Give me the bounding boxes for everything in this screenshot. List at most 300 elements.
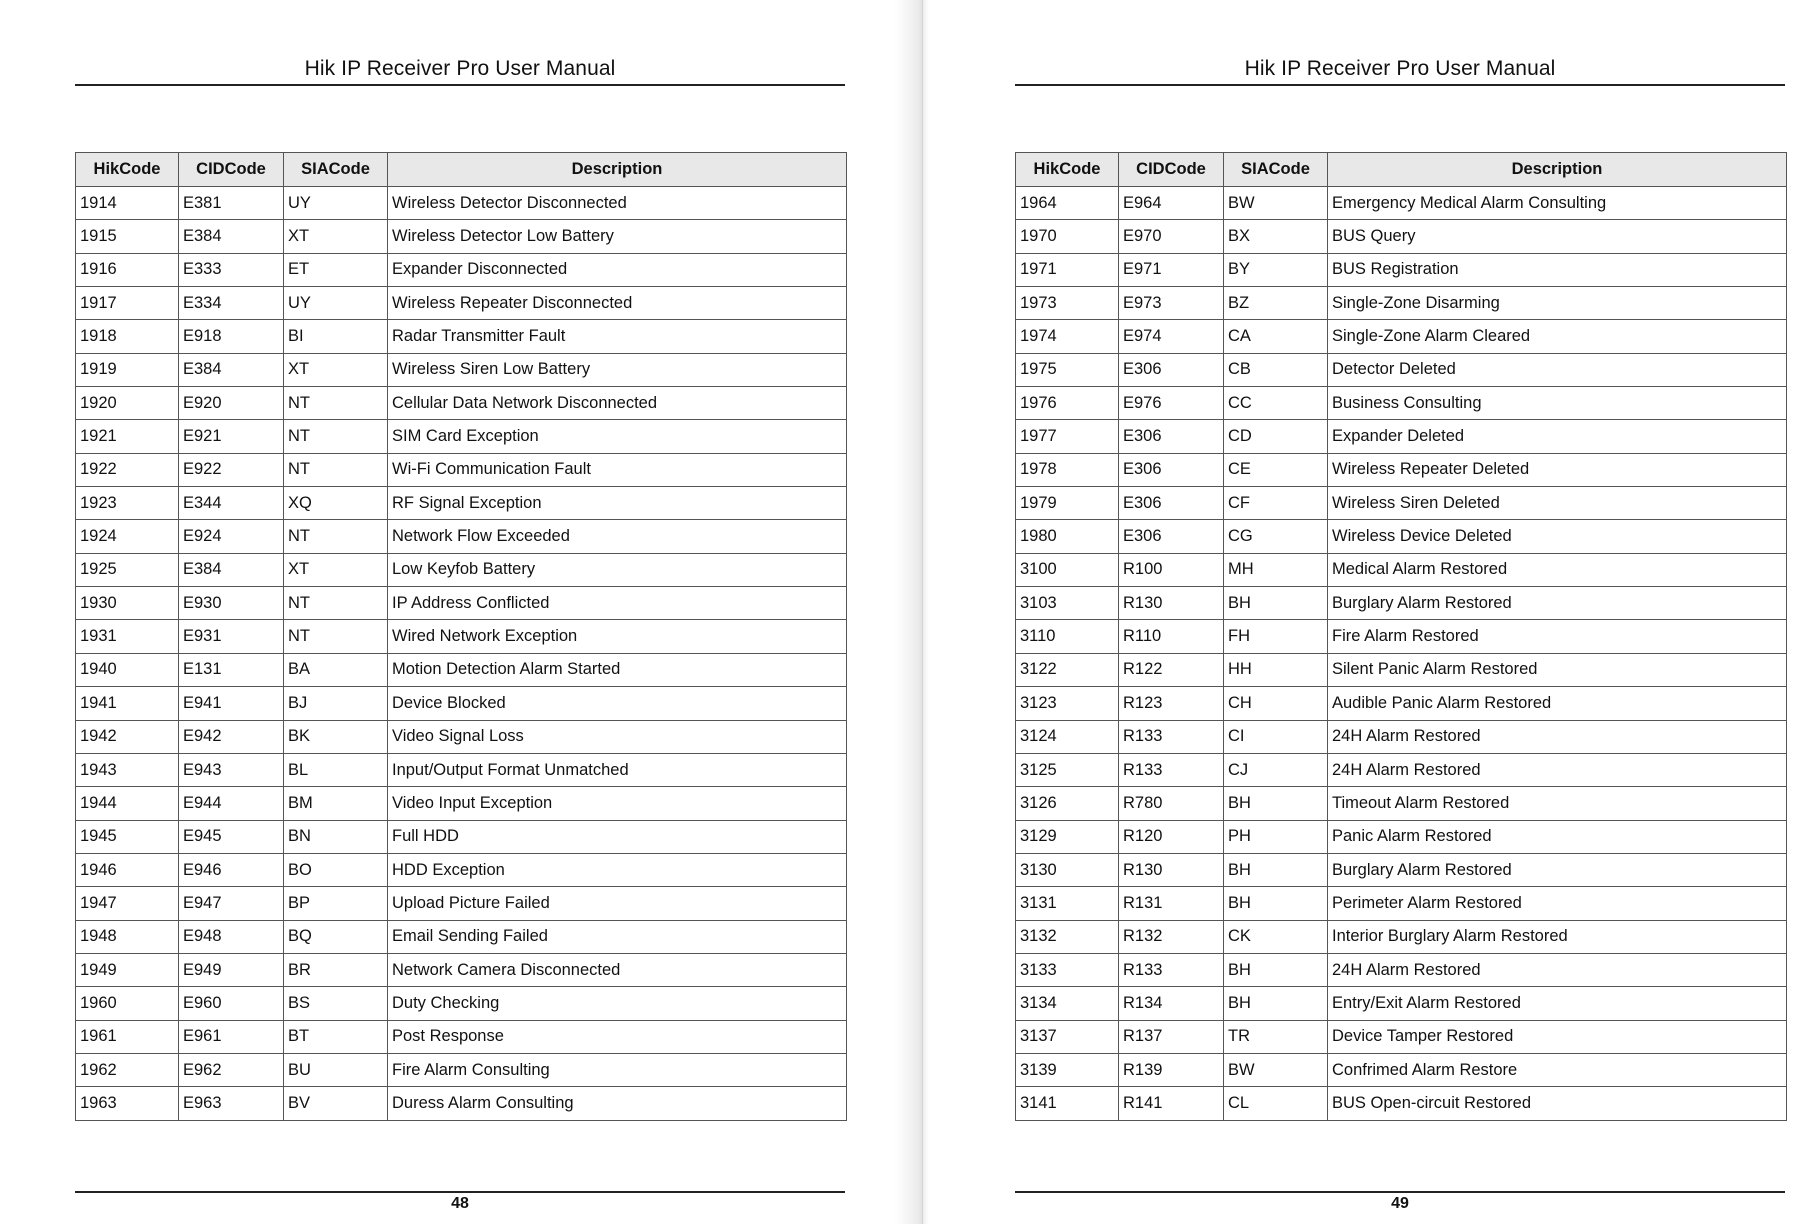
- table-row: [76, 220, 847, 253]
- siacode-cell: ET: [284, 253, 388, 286]
- page-edge-shadow: [923, 0, 929, 1224]
- description-cell: Wireless Repeater Deleted: [1328, 453, 1787, 486]
- hikcode-cell: 1922: [76, 453, 179, 486]
- siacode-cell: CG: [1224, 520, 1328, 553]
- siacode-cell: BL: [284, 753, 388, 786]
- header-rule: [75, 84, 845, 86]
- table-row: [76, 520, 847, 553]
- cidcode-cell: R141: [1119, 1087, 1224, 1120]
- siacode-cell: NT: [284, 520, 388, 553]
- description-cell: Fire Alarm Consulting: [388, 1053, 847, 1086]
- cidcode-cell: E920: [179, 387, 284, 420]
- column-header-hikcode: HikCode: [1016, 153, 1119, 187]
- table-row: [76, 787, 847, 820]
- siacode-cell: BV: [284, 1087, 388, 1120]
- siacode-cell: BI: [284, 320, 388, 353]
- column-header-siacode: SIACode: [1224, 153, 1328, 187]
- siacode-cell: BZ: [1224, 287, 1328, 320]
- cidcode-cell: E384: [179, 353, 284, 386]
- siacode-cell: CB: [1224, 353, 1328, 386]
- table-row: [1016, 920, 1787, 953]
- hikcode-cell: 3123: [1016, 687, 1119, 720]
- siacode-cell: BH: [1224, 853, 1328, 886]
- description-cell: Device Tamper Restored: [1328, 1020, 1787, 1053]
- siacode-cell: BW: [1224, 187, 1328, 220]
- hikcode-cell: 3103: [1016, 587, 1119, 620]
- page-header-title: Hik IP Receiver Pro User Manual: [1244, 57, 1556, 80]
- siacode-cell: BK: [284, 720, 388, 753]
- table-row: [1016, 587, 1787, 620]
- hikcode-cell: 1921: [76, 420, 179, 453]
- siacode-cell: NT: [284, 387, 388, 420]
- table-row: [76, 687, 847, 720]
- hikcode-cell: 1944: [76, 787, 179, 820]
- table-row: [1016, 387, 1787, 420]
- siacode-cell: BP: [284, 887, 388, 920]
- hikcode-cell: 1949: [76, 953, 179, 986]
- cidcode-cell: E963: [179, 1087, 284, 1120]
- siacode-cell: BH: [1224, 787, 1328, 820]
- cidcode-cell: E949: [179, 953, 284, 986]
- cidcode-cell: E930: [179, 587, 284, 620]
- siacode-cell: XT: [284, 553, 388, 586]
- hikcode-cell: 1978: [1016, 453, 1119, 486]
- cidcode-cell: R139: [1119, 1053, 1224, 1086]
- description-cell: Upload Picture Failed: [388, 887, 847, 920]
- description-cell: Entry/Exit Alarm Restored: [1328, 987, 1787, 1020]
- cidcode-cell: R130: [1119, 853, 1224, 886]
- table-row: [1016, 720, 1787, 753]
- hikcode-cell: 1920: [76, 387, 179, 420]
- siacode-cell: XQ: [284, 487, 388, 520]
- siacode-cell: BT: [284, 1020, 388, 1053]
- siacode-cell: UY: [284, 187, 388, 220]
- hikcode-cell: 3122: [1016, 653, 1119, 686]
- table-row: [76, 487, 847, 520]
- hikcode-cell: 1924: [76, 520, 179, 553]
- siacode-cell: XT: [284, 353, 388, 386]
- hikcode-cell: 3125: [1016, 753, 1119, 786]
- siacode-cell: CI: [1224, 720, 1328, 753]
- table-row: [76, 553, 847, 586]
- siacode-cell: XT: [284, 220, 388, 253]
- siacode-cell: CD: [1224, 420, 1328, 453]
- column-header-description: Description: [388, 153, 847, 187]
- table-row: [76, 287, 847, 320]
- cidcode-cell: E971: [1119, 253, 1224, 286]
- siacode-cell: NT: [284, 453, 388, 486]
- hikcode-cell: 3141: [1016, 1087, 1119, 1120]
- siacode-cell: BN: [284, 820, 388, 853]
- description-cell: Wireless Device Deleted: [1328, 520, 1787, 553]
- cidcode-cell: R133: [1119, 720, 1224, 753]
- hikcode-cell: 3137: [1016, 1020, 1119, 1053]
- description-cell: SIM Card Exception: [388, 420, 847, 453]
- table-row: [1016, 620, 1787, 653]
- siacode-cell: BY: [1224, 253, 1328, 286]
- siacode-cell: CF: [1224, 487, 1328, 520]
- description-cell: Low Keyfob Battery: [388, 553, 847, 586]
- description-cell: Silent Panic Alarm Restored: [1328, 653, 1787, 686]
- table-row: [76, 320, 847, 353]
- hikcode-cell: 1919: [76, 353, 179, 386]
- cidcode-cell: E333: [179, 253, 284, 286]
- hikcode-cell: 3124: [1016, 720, 1119, 753]
- hikcode-cell: 3129: [1016, 820, 1119, 853]
- description-cell: 24H Alarm Restored: [1328, 753, 1787, 786]
- table-row: [76, 387, 847, 420]
- siacode-cell: BH: [1224, 587, 1328, 620]
- cidcode-cell: E922: [179, 453, 284, 486]
- description-cell: Confrimed Alarm Restore: [1328, 1053, 1787, 1086]
- hikcode-cell: 3100: [1016, 553, 1119, 586]
- table-row: [76, 953, 847, 986]
- description-cell: Timeout Alarm Restored: [1328, 787, 1787, 820]
- hikcode-cell: 1943: [76, 753, 179, 786]
- hikcode-cell: 1974: [1016, 320, 1119, 353]
- hikcode-cell: 1946: [76, 853, 179, 886]
- page-header-title: Hik IP Receiver Pro User Manual: [304, 57, 616, 80]
- hikcode-cell: 1941: [76, 687, 179, 720]
- siacode-cell: BW: [1224, 1053, 1328, 1086]
- hikcode-cell: 1915: [76, 220, 179, 253]
- description-cell: Single-Zone Disarming: [1328, 287, 1787, 320]
- header-rule: [1015, 84, 1785, 86]
- hikcode-cell: 1977: [1016, 420, 1119, 453]
- table-row: [1016, 687, 1787, 720]
- description-cell: Post Response: [388, 1020, 847, 1053]
- table-row: [76, 887, 847, 920]
- table-row: [76, 1020, 847, 1053]
- table-row: [1016, 853, 1787, 886]
- hikcode-cell: 1976: [1016, 387, 1119, 420]
- siacode-cell: PH: [1224, 820, 1328, 853]
- table-row: [76, 1053, 847, 1086]
- hikcode-cell: 1918: [76, 320, 179, 353]
- cidcode-cell: R137: [1119, 1020, 1224, 1053]
- description-cell: 24H Alarm Restored: [1328, 720, 1787, 753]
- cidcode-cell: E974: [1119, 320, 1224, 353]
- cidcode-cell: E946: [179, 853, 284, 886]
- page-gutter-shadow: [895, 0, 922, 1224]
- description-cell: Wireless Detector Disconnected: [388, 187, 847, 220]
- description-cell: BUS Open-circuit Restored: [1328, 1087, 1787, 1120]
- table-row: [1016, 820, 1787, 853]
- description-cell: Cellular Data Network Disconnected: [388, 387, 847, 420]
- description-cell: Device Blocked: [388, 687, 847, 720]
- hikcode-cell: 3134: [1016, 987, 1119, 1020]
- hikcode-cell: 1917: [76, 287, 179, 320]
- description-cell: Burglary Alarm Restored: [1328, 853, 1787, 886]
- hikcode-cell: 1945: [76, 820, 179, 853]
- hikcode-cell: 3110: [1016, 620, 1119, 653]
- hikcode-cell: 1979: [1016, 487, 1119, 520]
- description-cell: Panic Alarm Restored: [1328, 820, 1787, 853]
- page-number: 48: [451, 1195, 469, 1212]
- cidcode-cell: R134: [1119, 987, 1224, 1020]
- cidcode-cell: R120: [1119, 820, 1224, 853]
- description-cell: Wired Network Exception: [388, 620, 847, 653]
- table-row: [1016, 787, 1787, 820]
- siacode-cell: BJ: [284, 687, 388, 720]
- table-row: [76, 987, 847, 1020]
- description-cell: Medical Alarm Restored: [1328, 553, 1787, 586]
- hikcode-cell: 1916: [76, 253, 179, 286]
- siacode-cell: BH: [1224, 887, 1328, 920]
- hikcode-cell: 1942: [76, 720, 179, 753]
- table-header-row: [1016, 153, 1787, 187]
- siacode-cell: BQ: [284, 920, 388, 953]
- cidcode-cell: R100: [1119, 553, 1224, 586]
- hikcode-cell: 1925: [76, 553, 179, 586]
- cidcode-cell: E921: [179, 420, 284, 453]
- description-cell: Video Signal Loss: [388, 720, 847, 753]
- hikcode-cell: 1964: [1016, 187, 1119, 220]
- description-cell: Full HDD: [388, 820, 847, 853]
- description-cell: Detector Deleted: [1328, 353, 1787, 386]
- siacode-cell: FH: [1224, 620, 1328, 653]
- description-cell: Single-Zone Alarm Cleared: [1328, 320, 1787, 353]
- table-row: [1016, 453, 1787, 486]
- table-row: [1016, 1020, 1787, 1053]
- description-cell: Wireless Siren Low Battery: [388, 353, 847, 386]
- column-header-siacode: SIACode: [284, 153, 388, 187]
- cidcode-cell: R780: [1119, 787, 1224, 820]
- table-row: [1016, 520, 1787, 553]
- table-row: [76, 720, 847, 753]
- table-row: [76, 453, 847, 486]
- cidcode-cell: E931: [179, 620, 284, 653]
- description-cell: HDD Exception: [388, 853, 847, 886]
- siacode-cell: BM: [284, 787, 388, 820]
- siacode-cell: CL: [1224, 1087, 1328, 1120]
- cidcode-cell: R122: [1119, 653, 1224, 686]
- description-cell: BUS Registration: [1328, 253, 1787, 286]
- description-cell: Fire Alarm Restored: [1328, 620, 1787, 653]
- siacode-cell: BA: [284, 653, 388, 686]
- cidcode-cell: E964: [1119, 187, 1224, 220]
- hikcode-cell: 3130: [1016, 853, 1119, 886]
- cidcode-cell: E306: [1119, 353, 1224, 386]
- column-header-description: Description: [1328, 153, 1787, 187]
- description-cell: Radar Transmitter Fault: [388, 320, 847, 353]
- cidcode-cell: R110: [1119, 620, 1224, 653]
- column-header-cidcode: CIDCode: [1119, 153, 1224, 187]
- table-row: [1016, 487, 1787, 520]
- siacode-cell: HH: [1224, 653, 1328, 686]
- hikcode-cell: 1971: [1016, 253, 1119, 286]
- alarm-code-table: [1015, 152, 1787, 1121]
- siacode-cell: BX: [1224, 220, 1328, 253]
- hikcode-cell: 1970: [1016, 220, 1119, 253]
- hikcode-cell: 3139: [1016, 1053, 1119, 1086]
- table-row: [1016, 653, 1787, 686]
- table-row: [1016, 320, 1787, 353]
- cidcode-cell: E306: [1119, 520, 1224, 553]
- hikcode-cell: 1975: [1016, 353, 1119, 386]
- cidcode-cell: R123: [1119, 687, 1224, 720]
- cidcode-cell: R131: [1119, 887, 1224, 920]
- hikcode-cell: 1914: [76, 187, 179, 220]
- siacode-cell: NT: [284, 587, 388, 620]
- hikcode-cell: 1961: [76, 1020, 179, 1053]
- cidcode-cell: E961: [179, 1020, 284, 1053]
- cidcode-cell: E944: [179, 787, 284, 820]
- cidcode-cell: E942: [179, 720, 284, 753]
- cidcode-cell: R130: [1119, 587, 1224, 620]
- siacode-cell: CH: [1224, 687, 1328, 720]
- table-row: [1016, 187, 1787, 220]
- cidcode-cell: E384: [179, 220, 284, 253]
- siacode-cell: MH: [1224, 553, 1328, 586]
- description-cell: Expander Deleted: [1328, 420, 1787, 453]
- table-row: [76, 853, 847, 886]
- hikcode-cell: 1947: [76, 887, 179, 920]
- description-cell: Duress Alarm Consulting: [388, 1087, 847, 1120]
- hikcode-cell: 1980: [1016, 520, 1119, 553]
- table-row: [1016, 553, 1787, 586]
- table-row: [76, 653, 847, 686]
- hikcode-cell: 1962: [76, 1053, 179, 1086]
- siacode-cell: BH: [1224, 987, 1328, 1020]
- table-row: [1016, 220, 1787, 253]
- table-row: [1016, 753, 1787, 786]
- footer-rule: [75, 1191, 845, 1193]
- table-row: [1016, 253, 1787, 286]
- page-number: 49: [1391, 1195, 1409, 1212]
- description-cell: Motion Detection Alarm Started: [388, 653, 847, 686]
- table-row: [1016, 1053, 1787, 1086]
- table-row: [1016, 420, 1787, 453]
- table-row: [76, 620, 847, 653]
- hikcode-cell: 1963: [76, 1087, 179, 1120]
- page-49: [923, 0, 1816, 1224]
- cidcode-cell: E962: [179, 1053, 284, 1086]
- hikcode-cell: 3131: [1016, 887, 1119, 920]
- hikcode-cell: 1931: [76, 620, 179, 653]
- table-row: [76, 187, 847, 220]
- siacode-cell: CJ: [1224, 753, 1328, 786]
- hikcode-cell: 3132: [1016, 920, 1119, 953]
- siacode-cell: BO: [284, 853, 388, 886]
- cidcode-cell: E131: [179, 653, 284, 686]
- description-cell: Audible Panic Alarm Restored: [1328, 687, 1787, 720]
- cidcode-cell: E334: [179, 287, 284, 320]
- siacode-cell: CK: [1224, 920, 1328, 953]
- cidcode-cell: E918: [179, 320, 284, 353]
- hikcode-cell: 1923: [76, 487, 179, 520]
- description-cell: Network Flow Exceeded: [388, 520, 847, 553]
- hikcode-cell: 3126: [1016, 787, 1119, 820]
- description-cell: Input/Output Format Unmatched: [388, 753, 847, 786]
- siacode-cell: TR: [1224, 1020, 1328, 1053]
- cidcode-cell: E943: [179, 753, 284, 786]
- table-row: [1016, 1087, 1787, 1120]
- siacode-cell: BU: [284, 1053, 388, 1086]
- cidcode-cell: R132: [1119, 920, 1224, 953]
- cidcode-cell: E344: [179, 487, 284, 520]
- siacode-cell: NT: [284, 420, 388, 453]
- column-header-hikcode: HikCode: [76, 153, 179, 187]
- table-row: [76, 420, 847, 453]
- description-cell: Wireless Siren Deleted: [1328, 487, 1787, 520]
- hikcode-cell: 1948: [76, 920, 179, 953]
- cidcode-cell: E306: [1119, 420, 1224, 453]
- cidcode-cell: E924: [179, 520, 284, 553]
- cidcode-cell: E947: [179, 887, 284, 920]
- description-cell: BUS Query: [1328, 220, 1787, 253]
- table-row: [1016, 287, 1787, 320]
- table-row: [1016, 353, 1787, 386]
- table-row: [76, 920, 847, 953]
- description-cell: Wi-Fi Communication Fault: [388, 453, 847, 486]
- hikcode-cell: 3133: [1016, 953, 1119, 986]
- description-cell: Burglary Alarm Restored: [1328, 587, 1787, 620]
- column-header-cidcode: CIDCode: [179, 153, 284, 187]
- description-cell: Video Input Exception: [388, 787, 847, 820]
- description-cell: RF Signal Exception: [388, 487, 847, 520]
- hikcode-cell: 1973: [1016, 287, 1119, 320]
- table-row: [76, 587, 847, 620]
- siacode-cell: UY: [284, 287, 388, 320]
- cidcode-cell: E948: [179, 920, 284, 953]
- cidcode-cell: E976: [1119, 387, 1224, 420]
- description-cell: IP Address Conflicted: [388, 587, 847, 620]
- hikcode-cell: 1960: [76, 987, 179, 1020]
- siacode-cell: BR: [284, 953, 388, 986]
- table-row: [1016, 987, 1787, 1020]
- description-cell: Email Sending Failed: [388, 920, 847, 953]
- description-cell: Perimeter Alarm Restored: [1328, 887, 1787, 920]
- cidcode-cell: E970: [1119, 220, 1224, 253]
- table-row: [76, 253, 847, 286]
- description-cell: 24H Alarm Restored: [1328, 953, 1787, 986]
- siacode-cell: CC: [1224, 387, 1328, 420]
- cidcode-cell: E384: [179, 553, 284, 586]
- table-row: [1016, 887, 1787, 920]
- cidcode-cell: R133: [1119, 953, 1224, 986]
- hikcode-cell: 1940: [76, 653, 179, 686]
- table-header-row: [76, 153, 847, 187]
- cidcode-cell: E973: [1119, 287, 1224, 320]
- siacode-cell: NT: [284, 620, 388, 653]
- cidcode-cell: E381: [179, 187, 284, 220]
- cidcode-cell: E306: [1119, 487, 1224, 520]
- table-row: [76, 820, 847, 853]
- description-cell: Network Camera Disconnected: [388, 953, 847, 986]
- footer-rule: [1015, 1191, 1785, 1193]
- description-cell: Wireless Detector Low Battery: [388, 220, 847, 253]
- table-row: [76, 753, 847, 786]
- table-row: [1016, 953, 1787, 986]
- siacode-cell: BH: [1224, 953, 1328, 986]
- cidcode-cell: E306: [1119, 453, 1224, 486]
- siacode-cell: CA: [1224, 320, 1328, 353]
- cidcode-cell: R133: [1119, 753, 1224, 786]
- siacode-cell: BS: [284, 987, 388, 1020]
- hikcode-cell: 1930: [76, 587, 179, 620]
- description-cell: Business Consulting: [1328, 387, 1787, 420]
- description-cell: Interior Burglary Alarm Restored: [1328, 920, 1787, 953]
- description-cell: Emergency Medical Alarm Consulting: [1328, 187, 1787, 220]
- description-cell: Wireless Repeater Disconnected: [388, 287, 847, 320]
- cidcode-cell: E945: [179, 820, 284, 853]
- cidcode-cell: E941: [179, 687, 284, 720]
- description-cell: Duty Checking: [388, 987, 847, 1020]
- cidcode-cell: E960: [179, 987, 284, 1020]
- siacode-cell: CE: [1224, 453, 1328, 486]
- table-row: [76, 353, 847, 386]
